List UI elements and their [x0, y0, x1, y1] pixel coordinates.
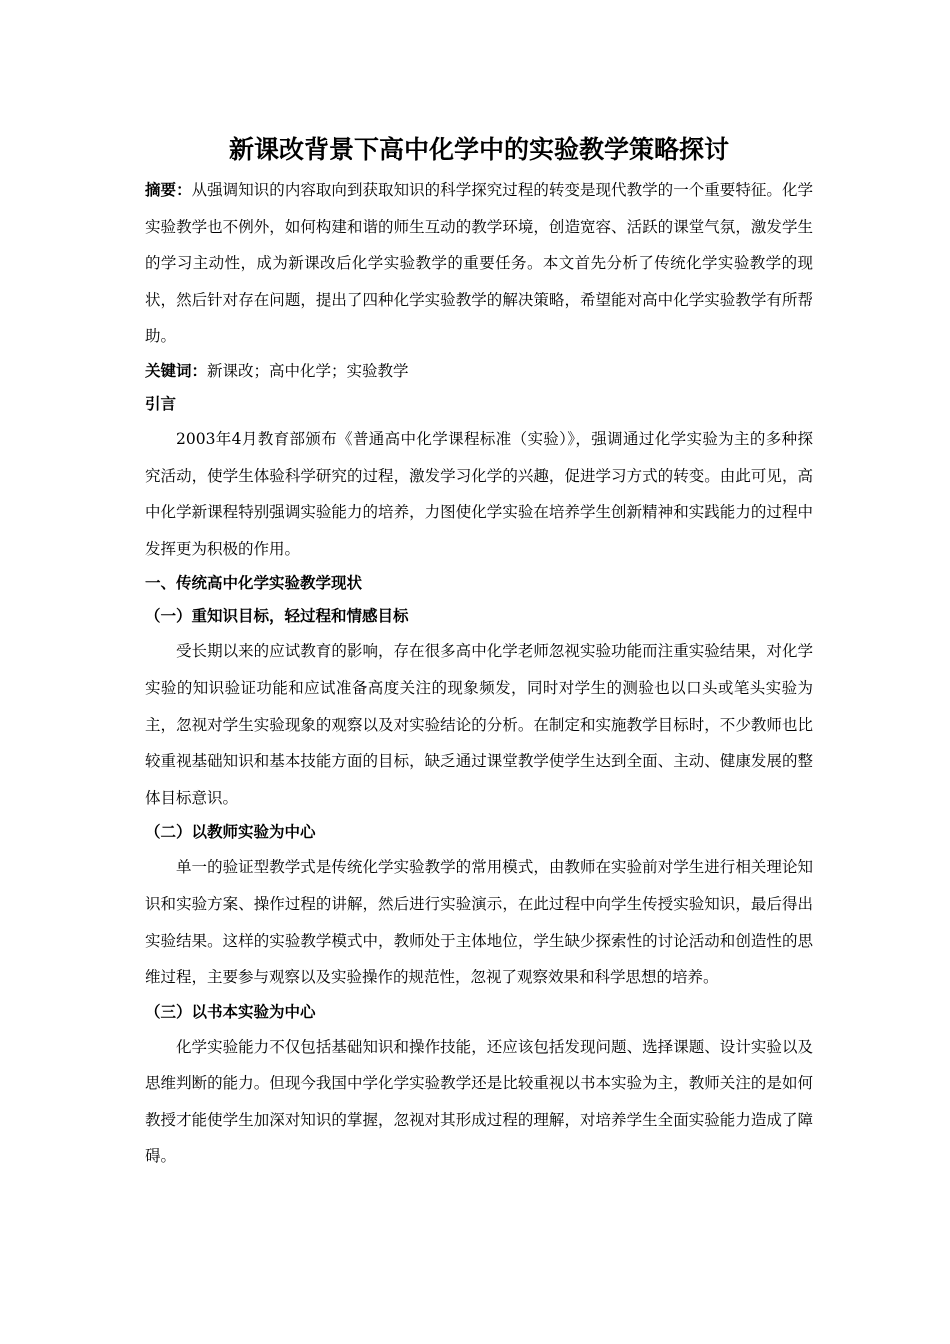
- document-page: [145, 132, 813, 1175]
- subsection2-paragraph: 单一的验证型教学式是传统化学实验教学的常用模式，由教师在实验前对学生进行相关理论知识和实验方案、操作过程的讲解，然后进行实验演示，在此过程中向学生传授实验知识，最后得出实验结果。这样的实验教学模式中，教师处于主体地位，学生缺少探索性的讨论活动和创造性的思维过程，主要参与观察以及实验操作的规范性，忽视了观察效果和科学思想的培养。: [145, 858, 813, 987]
- intro-heading: 引言: [145, 394, 177, 413]
- keywords-label: 关键词：: [145, 361, 208, 380]
- subsection2-heading: （二）以教师实验为中心: [145, 823, 316, 842]
- subsection1-paragraph: 受长期以来的应试教育的影响，存在很多高中化学老师忽视实验功能而注重实验结果，对化学实验的知识验证功能和应试准备高度关注的现象频发，同时对学生的测验也以口头或笔头实验为主，忽视对学生实验现象的观察以及对实验结论的分析。在制定和实施教学目标时，不少教师也比较重视基础知识和基本技能方面的目标，缺乏通过课堂教学使学生达到全面、主动、健康发展的整体目标意识。: [145, 642, 813, 807]
- keywords-text: 新课改；高中化学；实验教学: [207, 361, 409, 380]
- abstract-label: 摘要：: [145, 181, 192, 199]
- keywords-line: [145, 355, 813, 388]
- intro-paragraph: 2003年4月教育部颁布《普通高中化学课程标准（实验）》，强调通过化学实验为主的多种探究活动，使学生体验科学研究的过程，激发学习化学的兴趣，促进学习方式的转变。由此可见，高中化学新课程特别强调实验能力的培养，力图使化学实验在培养学生创新精神和实践能力的过程中发挥更为积极的作用。: [145, 429, 813, 558]
- abstract-text: 从强调知识的内容取向到获取知识的科学探究过程的转变是现代教学的一个重要特征。化学实验教学也不例外，如何构建和谐的师生互动的教学环境，创造宽容、活跃的课堂气氛，激发学生的学习主动性，成为新课改后化学实验教学的重要任务。本文首先分析了传统化学实验教学的现状，然后针对存在问题，提出了四种化学实验教学的解决策略，希望能对高中化学实验教学有所帮助。: [145, 181, 813, 346]
- section1-heading: 一、传统高中化学实验教学现状: [145, 574, 363, 593]
- subsection1-heading: （一）重知识目标，轻过程和情感目标: [145, 607, 409, 626]
- document-title: 新课改背景下高中化学中的实验教学策略探讨: [228, 135, 729, 164]
- abstract-paragraph: [145, 172, 813, 355]
- subsection3-paragraph: 化学实验能力不仅包括基础知识和操作技能，还应该包括发现问题、选择课题、设计实验以及思维判断的能力。但现今我国中学化学实验教学还是比较重视以书本实验为主，教师关注的是如何教授才能使学生加深对知识的掌握，忽视对其形成过程的理解，对培养学生全面实验能力造成了障碍。: [145, 1037, 813, 1166]
- subsection3-heading: （三）以书本实验为中心: [145, 1002, 316, 1021]
